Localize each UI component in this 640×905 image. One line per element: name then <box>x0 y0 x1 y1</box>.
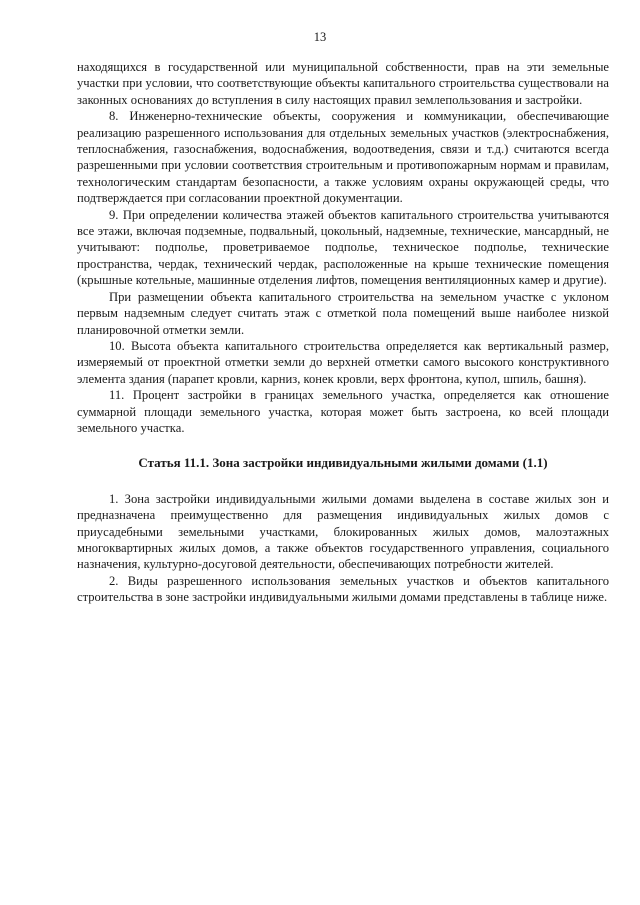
paragraph-slope-note: При размещении объекта капитального строительства на земельном участке с уклоном первым надземным следует считать этаж с отметкой пола помещений выше наиболее низкой планировочной отметки земли. <box>77 289 609 337</box>
paragraph-zone-1: 1. Зона застройки индивидуальными жилыми домами выделена в составе жилых зон и предназначена преимущественно для размещения индивидуальных жилых домов с приусадебными земельными участками, блокированных жилых домов, малоэтажных многоквартирных жилых домов, а также объектов государственного управления, социального назначения, культурно-досуговой деятельности, обеспечивающих потребности жителей. <box>77 491 609 572</box>
paragraph-item-11: 11. Процент застройки в границах земельного участка, определяется как отношение суммарной площади земельного участка, которая может быть застроена, ко всей площади земельного участка. <box>77 388 609 435</box>
paragraph-zone-2: 2. Виды разрешенного использования земельных участков и объектов капитального строительства в зоне застройки индивидуальными жилыми домами представлены в таблице ниже. <box>77 573 609 605</box>
document-body <box>77 59 609 606</box>
paragraph-item-10: 10. Высота объекта капитального строительства определяется как вертикальный размер, измеряемый от проектной отметки земли до верхней отметки самого высокого конструктивного элемента здания (парапет кровли, карниз, конек кровли, верх фронтона, купол, шпиль, башня). <box>77 338 609 386</box>
paragraph-item-9: 9. При определении количества этажей объектов капитального строительства учитываются все этажи, включая подземные, подвальный, цокольный, надземные, технические, мансардный, не учитывают: подполье, проветриваемое подполье, техническое подполье, технические пространства, чердак, технический чердак, расположенные на крыше технические помещения (крышные котельные, машинные отделения лифтов, помещения вентиляционных камер и другие). <box>77 207 609 288</box>
paragraph-item-8: 8. Инженерно-технические объекты, сооружения и коммуникации, обеспечивающие реализацию разрешенного использования для отдельных земельных участков (электроснабжения, теплоснабжения, газоснабжения, водоснабжения, водоотведения, связи и т.д.) считаются всегда разрешенными при условии соответствия строительным и противопожарным нормам и правилам, технологическим стандартам безопасности, а также условиям охраны окружающей среды, что подтверждается при согласовании проектной документации. <box>77 109 609 206</box>
paragraph-continuation: находящихся в государственной или муниципальной собственности, прав на эти земельные участки при условии, что соответствующие объекты капитального строительства существовали на законных основаниях до вступления в силу настоящих правил землепользования и застройки. <box>77 60 609 107</box>
page-number: 13 <box>313 30 327 44</box>
article-heading: Статья 11.1. Зона застройки индивидуальными жилыми домами (1.1) <box>138 455 548 471</box>
